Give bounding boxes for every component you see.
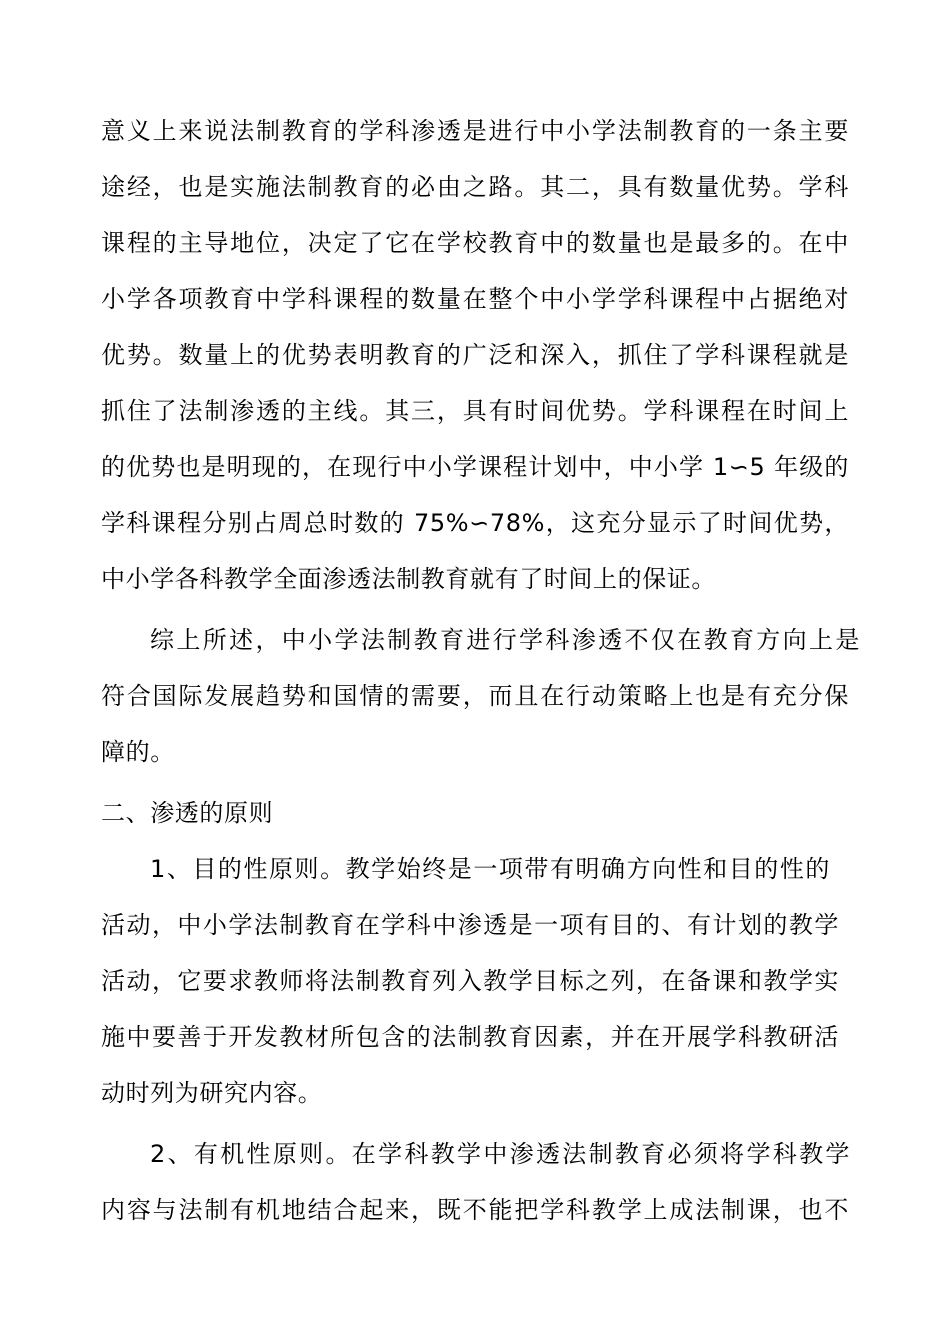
text-line: 施中要善于开发教材所包含的法制教育因素，并在开展学科教研活: [101, 1023, 839, 1051]
text-line: 2、有机性原则。在学科教学中渗透法制教育必须将学科教学: [150, 1140, 850, 1168]
text-line: 内容与法制有机地结合起来，既不能把学科教学上成法制课，也不: [101, 1196, 849, 1224]
text-line: 障的。: [101, 738, 175, 766]
text-line: 途经，也是实施法制教育的必由之路。其二，具有数量优势。学科: [101, 173, 849, 201]
text-line: 动时列为研究内容。: [101, 1079, 323, 1107]
text-line: 1、目的性原则。教学始终是一项带有明确方向性和目的性的: [150, 855, 830, 883]
text-line: 的优势也是明现的，在现行中小学课程计划中，中小学 1∽5 年级的: [101, 453, 849, 481]
text-line: 符合国际发展趋势和国情的需要，而且在行动策略上也是有充分保: [101, 682, 849, 710]
text-line: 小学各项教育中学科课程的数量在整个中小学学科课程中占据绝对: [101, 285, 849, 313]
text-line: 学科课程分别占周总时数的 75%∽78%，这充分显示了时间优势，: [101, 509, 849, 537]
section-heading: 二、渗透的原则: [101, 799, 274, 827]
text-line: 抓住了法制渗透的主线。其三，具有时间优势。学科课程在时间上: [101, 397, 849, 425]
text-line: 课程的主导地位，决定了它在学校教育中的数量也是最多的。在中: [101, 229, 849, 257]
text-line: 意义上来说法制教育的学科渗透是进行中小学法制教育的一条主要: [101, 117, 849, 145]
text-line: 综上所述，中小学法制教育进行学科渗透不仅在教育方向上是: [150, 626, 860, 654]
text-line: 中小学各科教学全面渗透法制教育就有了时间上的保证。: [101, 565, 716, 593]
text-line: 活动，中小学法制教育在学科中渗透是一项有目的、有计划的教学: [101, 911, 839, 939]
text-line: 活动，它要求教师将法制教育列入教学目标之列，在备课和教学实: [101, 967, 839, 995]
text-line: 优势。数量上的优势表明教育的广泛和深入，抓住了学科课程就是: [101, 341, 849, 369]
